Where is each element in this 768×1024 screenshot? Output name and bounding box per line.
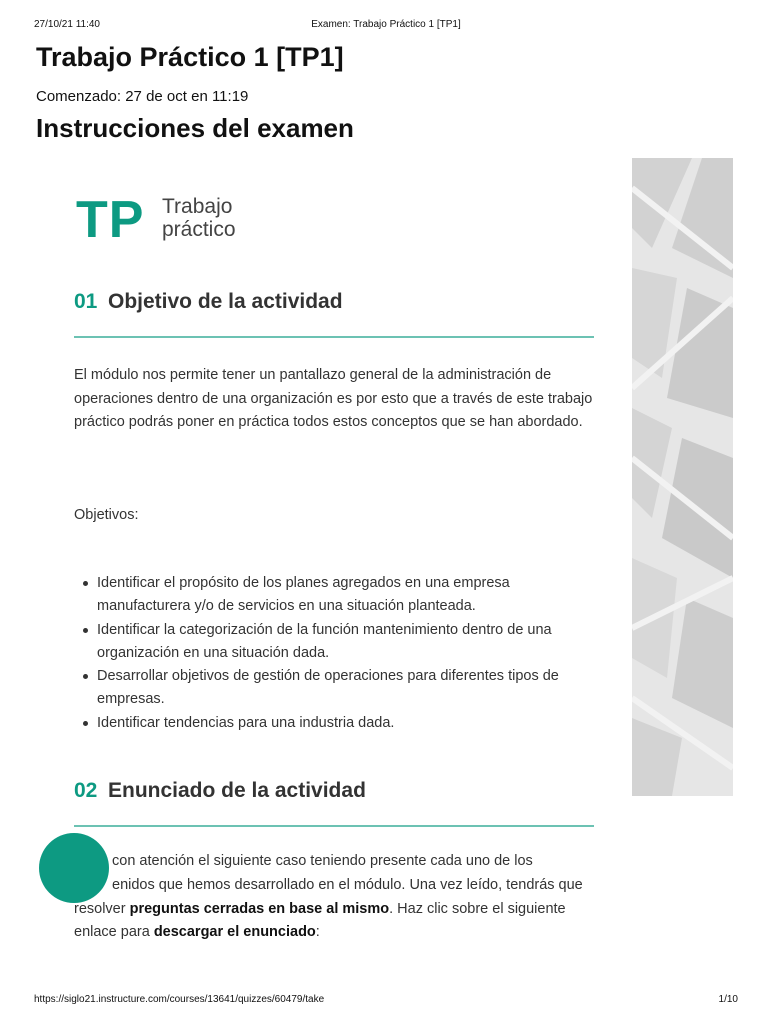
section-02-line-3a: resolver [74,901,130,917]
download-statement-link[interactable]: descargar el enunciado [153,924,316,940]
tp-logo-line1: Trabajo [162,195,233,218]
section-02-line-3c: . Haz clic sobre el siguiente [389,901,566,917]
print-header [34,19,738,33]
tp-logo-letters: TP [76,191,145,249]
list-item: Identificar tendencias para una industria dada. [97,712,597,735]
section-02-title: Enunciado de la actividad [108,779,366,802]
decorative-photo-panel [632,158,733,796]
objectives-label: Objetivos: [74,507,139,523]
section-02-number: 02 [74,779,98,802]
section-01-heading [74,290,594,338]
section-02-line-4a: enlace para [74,924,154,940]
list-item: Desarrollar objetivos de gestión de operaciones para diferentes tipos de empresas. [97,665,597,712]
print-page-number: 1/10 [718,994,738,1005]
section-02-line-3 [74,898,594,922]
section-02-line-4c: : [315,924,320,940]
tp-logo-line2: práctico [162,218,236,241]
print-url: https://siglo21.instructure.com/courses/13641/quizzes/60479/take [34,994,325,1005]
section-02-line-2: enidos que hemos desarrollado en el módulo. Una vez leído, tendrás que [112,877,583,893]
section-02-line-4 [74,921,594,945]
objectives-list [74,572,597,735]
print-title: Examen: Trabajo Práctico 1 [TP1] [311,19,461,30]
section-01-number: 01 [74,290,98,313]
started-timestamp: Comenzado: 27 de oct en 11:19 [36,88,249,105]
tp-logo [76,192,276,248]
list-item: Identificar el propósito de los planes agregados en una empresa manufacturera y/o de servicios en una situación planteada. [97,572,597,619]
list-item: Identificar la categorización de la función mantenimiento dentro de una organización en una situación dada. [97,619,597,666]
section-02-emphasis-1: preguntas cerradas en base al mismo [129,901,390,917]
section-02-line-1: con atención el siguiente caso teniendo presente cada uno de los [112,853,533,869]
print-date: 27/10/21 11:40 [34,19,100,30]
section-02-heading [74,779,594,827]
accessibility-button[interactable] [39,833,109,903]
page-title: Trabajo Práctico 1 [TP1] [36,42,344,72]
tp-logo-words [162,195,236,241]
architecture-pattern-icon [632,158,733,796]
section-01-paragraph: El módulo nos permite tener un pantallazo general de la administración de operaciones dentro de una organización es por esto que a través de este trabajo práctico podrás poner en práctica todos estos conceptos que se han abordado. [74,367,593,430]
section-01-title: Objetivo de la actividad [108,290,343,313]
instructions-heading: Instrucciones del examen [36,113,354,143]
